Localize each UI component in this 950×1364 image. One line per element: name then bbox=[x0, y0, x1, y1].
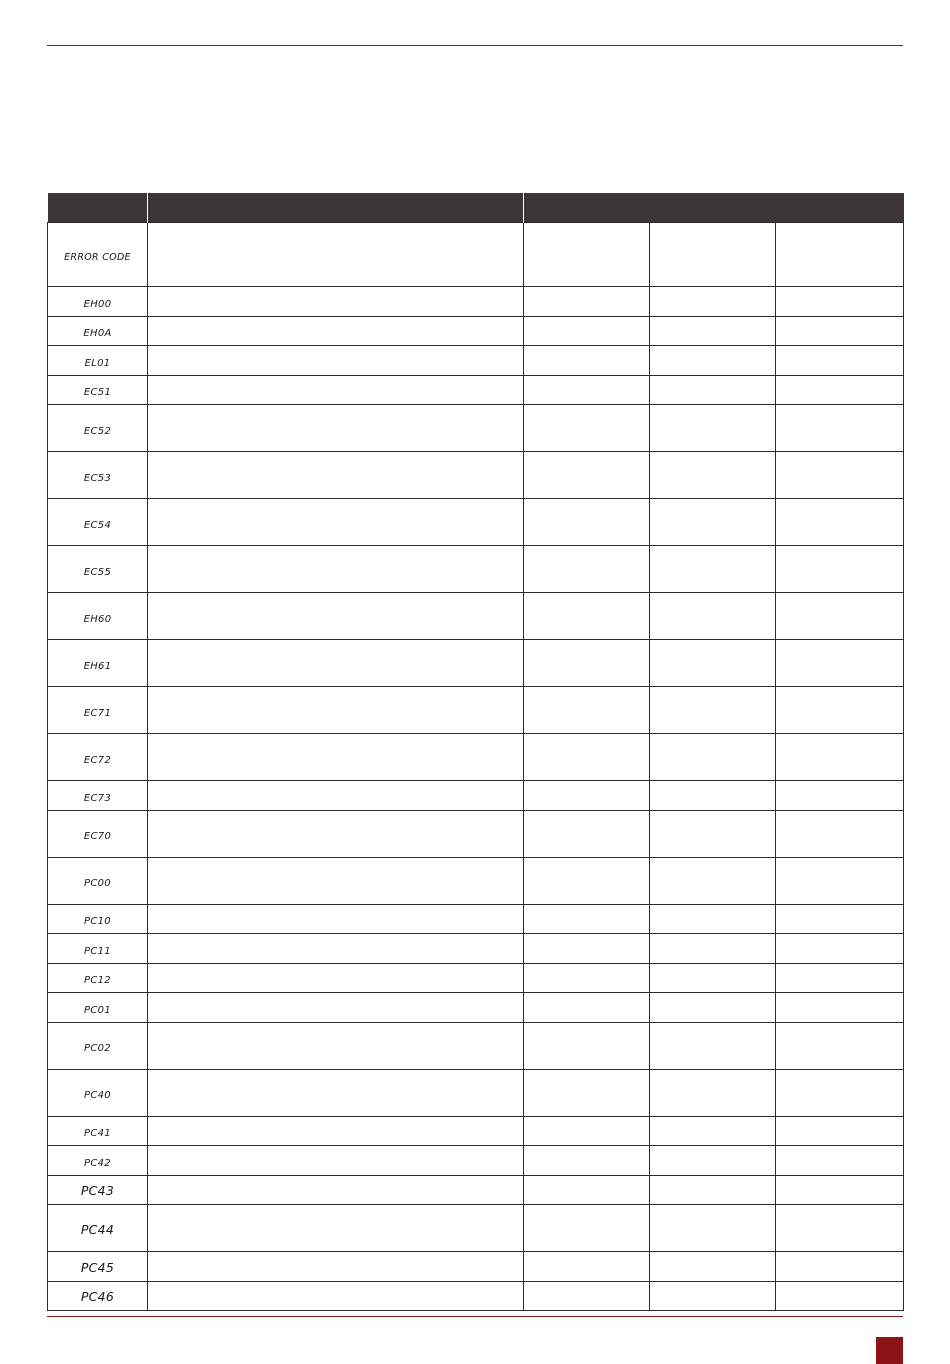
header-cell-code bbox=[48, 193, 148, 223]
table-row bbox=[48, 375, 904, 405]
error-code-cell bbox=[48, 687, 148, 734]
table-cell bbox=[148, 640, 524, 687]
table-cell bbox=[776, 934, 904, 964]
table-cell bbox=[650, 1146, 776, 1176]
table-cell bbox=[524, 287, 650, 317]
table-cell bbox=[776, 1252, 904, 1282]
table-cell bbox=[524, 993, 650, 1023]
table-row bbox=[48, 1146, 904, 1176]
table-cell bbox=[148, 1069, 524, 1116]
table-cell bbox=[776, 546, 904, 593]
error-code: EC54 bbox=[83, 519, 112, 531]
table-row bbox=[48, 781, 904, 811]
error-code-cell bbox=[48, 593, 148, 640]
table-cell bbox=[650, 346, 776, 376]
table-cell bbox=[650, 857, 776, 904]
table-cell bbox=[524, 904, 650, 934]
table-cell bbox=[524, 734, 650, 781]
table-subheader-row bbox=[48, 223, 904, 287]
table-cell bbox=[776, 287, 904, 317]
table-row bbox=[48, 593, 904, 640]
error-code-cell bbox=[48, 1146, 148, 1176]
table-cell bbox=[524, 593, 650, 640]
table-cell bbox=[148, 781, 524, 811]
table-cell bbox=[650, 734, 776, 781]
table-cell bbox=[524, 316, 650, 346]
table-cell bbox=[650, 1252, 776, 1282]
table-cell bbox=[776, 810, 904, 857]
table-cell bbox=[776, 963, 904, 993]
table-cell bbox=[148, 1116, 524, 1146]
table-cell bbox=[524, 1175, 650, 1205]
error-code-cell bbox=[48, 287, 148, 317]
table-row bbox=[48, 1022, 904, 1069]
table-row bbox=[48, 405, 904, 452]
table-cell bbox=[776, 734, 904, 781]
error-code: EH61 bbox=[83, 660, 112, 672]
error-code: PC45 bbox=[80, 1259, 115, 1275]
error-code-cell bbox=[48, 993, 148, 1023]
error-code-header-cell bbox=[48, 223, 148, 287]
table-cell bbox=[524, 1022, 650, 1069]
table-cell bbox=[524, 499, 650, 546]
table-cell bbox=[776, 640, 904, 687]
error-code: EC55 bbox=[83, 566, 112, 578]
table-cell bbox=[524, 452, 650, 499]
error-code: EH0A bbox=[83, 328, 112, 340]
table-row bbox=[48, 1175, 904, 1205]
table-cell bbox=[524, 687, 650, 734]
table-cell bbox=[524, 546, 650, 593]
table-cell bbox=[776, 316, 904, 346]
error-code-cell bbox=[48, 640, 148, 687]
table-cell bbox=[650, 1205, 776, 1252]
table-cell bbox=[524, 1252, 650, 1282]
error-code-cell bbox=[48, 1069, 148, 1116]
error-code: PC43 bbox=[80, 1183, 115, 1199]
table-cell bbox=[524, 1069, 650, 1116]
table-cell bbox=[650, 810, 776, 857]
error-code: PC46 bbox=[80, 1289, 115, 1305]
table-cell bbox=[776, 1146, 904, 1176]
table-cell bbox=[650, 1281, 776, 1311]
table-cell bbox=[524, 1146, 650, 1176]
error-code: EH00 bbox=[83, 298, 112, 310]
error-code-table bbox=[47, 193, 904, 1311]
table-cell bbox=[650, 781, 776, 811]
table-cell bbox=[148, 734, 524, 781]
error-code: EH60 bbox=[83, 613, 112, 625]
table-header-bar bbox=[48, 193, 904, 223]
table-cell bbox=[524, 346, 650, 376]
table-cell bbox=[650, 223, 776, 287]
table-cell bbox=[524, 1281, 650, 1311]
header-cell-models bbox=[524, 193, 904, 223]
table-cell bbox=[148, 963, 524, 993]
table-cell bbox=[650, 1116, 776, 1146]
table-row bbox=[48, 734, 904, 781]
table-cell bbox=[650, 316, 776, 346]
error-code: EC70 bbox=[83, 831, 112, 842]
table-cell bbox=[524, 934, 650, 964]
table-cell bbox=[524, 781, 650, 811]
table-row bbox=[48, 857, 904, 904]
table-cell bbox=[776, 223, 904, 287]
error-code: PC40 bbox=[84, 1090, 111, 1101]
error-code: EC52 bbox=[83, 425, 112, 437]
table-cell bbox=[148, 375, 524, 405]
table-cell bbox=[650, 405, 776, 452]
table-row bbox=[48, 346, 904, 376]
table-row bbox=[48, 287, 904, 317]
error-code: EC72 bbox=[83, 754, 112, 766]
table-cell bbox=[776, 1069, 904, 1116]
error-code: PC02 bbox=[84, 1043, 111, 1054]
table-cell bbox=[776, 452, 904, 499]
table-cell bbox=[148, 1022, 524, 1069]
table-row bbox=[48, 499, 904, 546]
table-cell bbox=[650, 687, 776, 734]
table-row bbox=[48, 963, 904, 993]
table-cell bbox=[148, 1175, 524, 1205]
error-code-cell bbox=[48, 1116, 148, 1146]
error-code-cell bbox=[48, 1175, 148, 1205]
error-code-cell bbox=[48, 1281, 148, 1311]
table-cell bbox=[524, 810, 650, 857]
table-cell bbox=[148, 810, 524, 857]
error-code-cell bbox=[48, 781, 148, 811]
table-row bbox=[48, 316, 904, 346]
table-cell bbox=[650, 934, 776, 964]
error-code-cell bbox=[48, 1205, 148, 1252]
table-cell bbox=[148, 1205, 524, 1252]
table-cell bbox=[776, 1281, 904, 1311]
error-code-header: ERROR CODE bbox=[64, 252, 131, 263]
table-row bbox=[48, 452, 904, 499]
error-code-cell bbox=[48, 499, 148, 546]
table-cell bbox=[524, 963, 650, 993]
table-row bbox=[48, 934, 904, 964]
table-cell bbox=[650, 375, 776, 405]
error-code-cell bbox=[48, 375, 148, 405]
table-cell bbox=[650, 1022, 776, 1069]
table-cell bbox=[776, 993, 904, 1023]
error-code: PC00 bbox=[84, 878, 111, 889]
table-row bbox=[48, 1252, 904, 1282]
table-row bbox=[48, 1281, 904, 1311]
table-cell bbox=[650, 287, 776, 317]
table-row bbox=[48, 904, 904, 934]
table-cell bbox=[148, 857, 524, 904]
error-code: PC42 bbox=[84, 1157, 111, 1169]
error-code-cell bbox=[48, 857, 148, 904]
page-marker bbox=[876, 1337, 903, 1364]
table-cell bbox=[148, 499, 524, 546]
table-cell bbox=[148, 452, 524, 499]
error-code: EL01 bbox=[84, 357, 111, 369]
top-rule bbox=[47, 45, 903, 46]
error-code-cell bbox=[48, 546, 148, 593]
table-cell bbox=[776, 375, 904, 405]
table-row bbox=[48, 810, 904, 857]
table-row bbox=[48, 1069, 904, 1116]
table-cell bbox=[776, 346, 904, 376]
table-cell bbox=[148, 405, 524, 452]
error-code: EC71 bbox=[83, 707, 112, 719]
error-code: PC10 bbox=[84, 916, 111, 928]
table-cell bbox=[148, 593, 524, 640]
error-code: PC44 bbox=[80, 1221, 115, 1237]
error-code-cell bbox=[48, 316, 148, 346]
table-cell bbox=[524, 405, 650, 452]
error-code: EC73 bbox=[83, 792, 112, 804]
table-row bbox=[48, 993, 904, 1023]
bottom-rule bbox=[47, 1316, 903, 1317]
table-cell bbox=[148, 687, 524, 734]
table-cell bbox=[524, 1205, 650, 1252]
error-code-cell bbox=[48, 963, 148, 993]
table-row bbox=[48, 1205, 904, 1252]
table-cell bbox=[776, 857, 904, 904]
table-cell bbox=[650, 1069, 776, 1116]
error-code-cell bbox=[48, 1252, 148, 1282]
error-code: EC51 bbox=[83, 387, 112, 399]
table-row bbox=[48, 687, 904, 734]
table-cell bbox=[148, 546, 524, 593]
table-cell bbox=[148, 223, 524, 287]
table-cell bbox=[776, 904, 904, 934]
table-cell bbox=[650, 1175, 776, 1205]
table-cell bbox=[650, 904, 776, 934]
error-code-cell bbox=[48, 452, 148, 499]
table-cell bbox=[776, 1205, 904, 1252]
error-code-cell bbox=[48, 904, 148, 934]
table-cell bbox=[650, 452, 776, 499]
table-cell bbox=[148, 993, 524, 1023]
error-code: EC53 bbox=[83, 472, 112, 484]
table-cell bbox=[524, 1116, 650, 1146]
table-cell bbox=[524, 375, 650, 405]
table-cell bbox=[148, 1252, 524, 1282]
table-cell bbox=[650, 499, 776, 546]
table-row bbox=[48, 546, 904, 593]
table-cell bbox=[148, 287, 524, 317]
error-code: PC11 bbox=[84, 945, 111, 957]
error-code-cell bbox=[48, 405, 148, 452]
error-code-cell bbox=[48, 810, 148, 857]
table-cell bbox=[524, 857, 650, 904]
table-cell bbox=[650, 640, 776, 687]
table-cell bbox=[776, 499, 904, 546]
error-code: PC01 bbox=[84, 1004, 111, 1016]
error-code-cell bbox=[48, 346, 148, 376]
table-cell bbox=[148, 316, 524, 346]
table-cell bbox=[650, 546, 776, 593]
table-row bbox=[48, 1116, 904, 1146]
table-cell bbox=[650, 963, 776, 993]
error-code: PC41 bbox=[84, 1128, 111, 1140]
table-cell bbox=[776, 1175, 904, 1205]
table-cell bbox=[524, 223, 650, 287]
table-cell bbox=[148, 934, 524, 964]
table-cell bbox=[650, 993, 776, 1023]
table-cell bbox=[776, 687, 904, 734]
table-cell bbox=[776, 781, 904, 811]
table-cell bbox=[524, 640, 650, 687]
table-cell bbox=[776, 1116, 904, 1146]
error-code-cell bbox=[48, 734, 148, 781]
table-row bbox=[48, 640, 904, 687]
error-code-cell bbox=[48, 1022, 148, 1069]
table-cell bbox=[148, 904, 524, 934]
table-cell bbox=[148, 346, 524, 376]
table-cell bbox=[148, 1146, 524, 1176]
table-cell bbox=[776, 1022, 904, 1069]
table-cell bbox=[776, 405, 904, 452]
error-code-cell bbox=[48, 934, 148, 964]
table-cell bbox=[650, 593, 776, 640]
header-cell-description bbox=[148, 193, 524, 223]
error-code: PC12 bbox=[84, 975, 111, 987]
table-cell bbox=[148, 1281, 524, 1311]
table-cell bbox=[776, 593, 904, 640]
